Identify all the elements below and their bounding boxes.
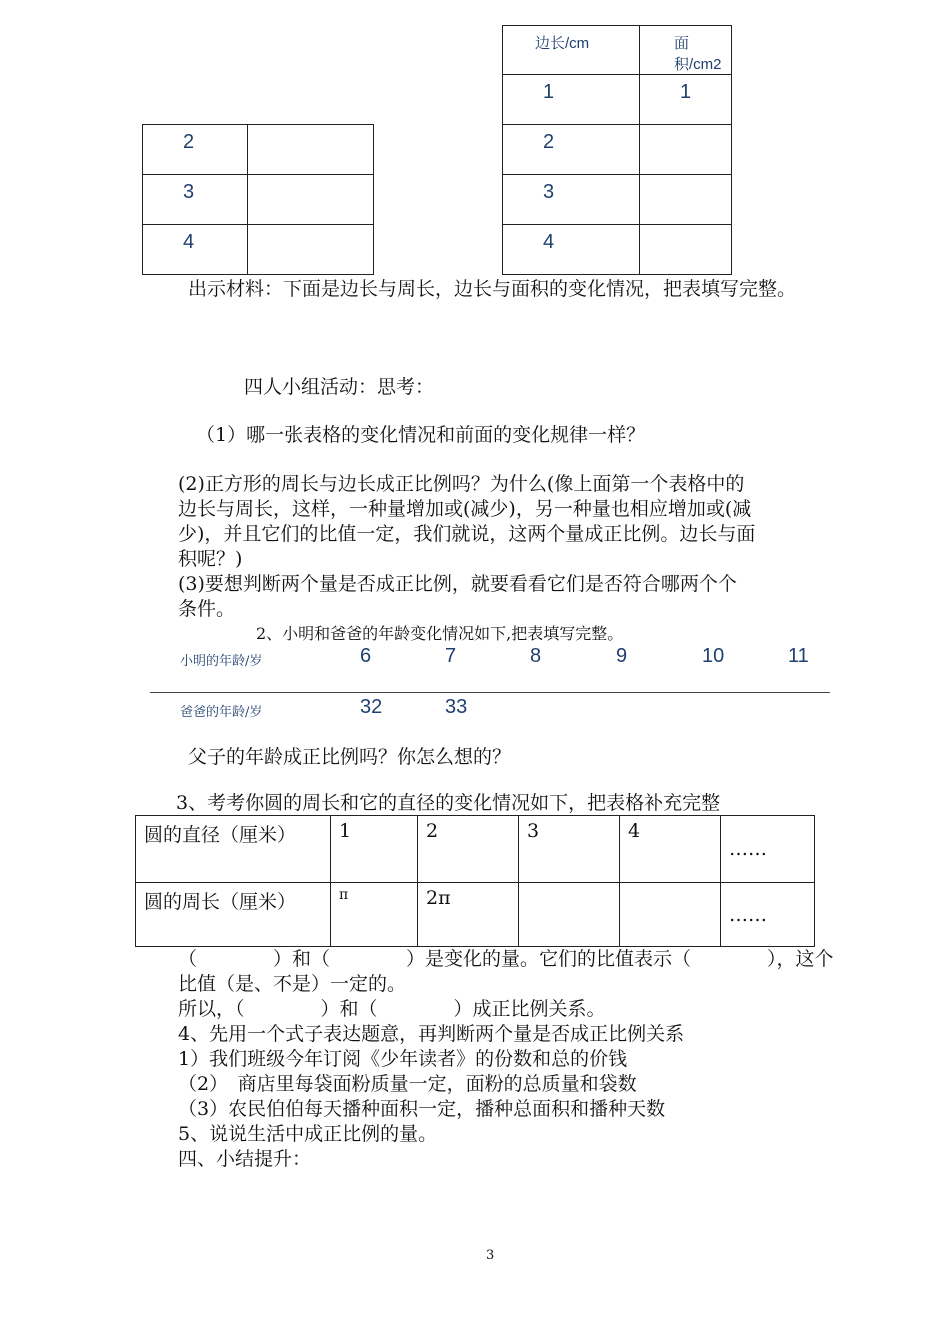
table-cell: 3 bbox=[503, 175, 640, 225]
task-4-heading: 4、先用一个式子表达题意，再判断两个量是否成正比例关系 bbox=[178, 1023, 685, 1045]
variables-sentence: （ ）和（ ）是变化的量。它们的比值表示（ ），这个 bbox=[178, 948, 834, 970]
table-cell-empty bbox=[248, 125, 374, 175]
table-cell: 3 bbox=[519, 816, 620, 883]
table-cell-empty bbox=[248, 225, 374, 275]
question-1: （1）哪一张表格的变化情况和前面的变化规律一样？ bbox=[196, 424, 646, 446]
table-cell: …… bbox=[721, 816, 815, 883]
age-value: 9 bbox=[616, 645, 628, 667]
age-value: 8 bbox=[530, 645, 542, 667]
age-table-divider bbox=[150, 692, 830, 693]
table-cell: 1 bbox=[331, 816, 418, 883]
task-3-heading: 3、考考你圆的周长和它的直径的变化情况如下，把表格补充完整 bbox=[176, 792, 721, 814]
table-cell-empty bbox=[620, 883, 721, 947]
table-header: 面积/cm2 bbox=[640, 26, 732, 75]
age-value: 7 bbox=[445, 645, 457, 667]
task-4-item-2: （2） 商店里每袋面粉质量一定，面粉的总质量和袋数 bbox=[178, 1073, 637, 1095]
conclusion-sentence: 所以，（ ）和（ ）成正比例关系。 bbox=[178, 998, 606, 1020]
table-cell-empty bbox=[519, 883, 620, 947]
side-perimeter-table bbox=[142, 124, 374, 275]
table-cell: 4 bbox=[143, 225, 248, 275]
table-cell: 圆的直径（厘米） bbox=[136, 816, 331, 883]
age-value: 10 bbox=[702, 645, 725, 667]
table-cell: 1 bbox=[503, 75, 640, 125]
table-cell-empty bbox=[640, 225, 732, 275]
table-cell: 4 bbox=[620, 816, 721, 883]
table-cell: 2π bbox=[418, 883, 519, 947]
question-3-line-1: (3)要想判断两个量是否成正比例，就要看看它们是否符合哪两个个 bbox=[178, 573, 737, 595]
table-cell: 1 bbox=[640, 75, 732, 125]
side-area-table bbox=[502, 25, 732, 275]
question-3-line-2: 条件。 bbox=[178, 598, 236, 620]
table-header: 边长/cm bbox=[503, 26, 640, 75]
table-cell-empty bbox=[640, 175, 732, 225]
age-value: 33 bbox=[445, 696, 468, 718]
table-cell: 2 bbox=[418, 816, 519, 883]
task-5-heading: 5、说说生活中成正比例的量。 bbox=[178, 1123, 438, 1145]
father-age-label: 爸爸的年龄/岁 bbox=[180, 705, 263, 720]
question-2-line-4: 积呢？) bbox=[178, 548, 243, 570]
task-2-heading: 2、小明和爸爸的年龄变化情况如下,把表填写完整。 bbox=[256, 624, 624, 643]
page-number: 3 bbox=[486, 1248, 495, 1263]
table-cell: π bbox=[331, 883, 418, 947]
task-4-item-1: 1）我们班级今年订阅《少年读者》的份数和总的价钱 bbox=[178, 1048, 628, 1070]
table-cell-empty bbox=[248, 175, 374, 225]
age-value: 6 bbox=[360, 645, 372, 667]
table-cell: 圆的周长（厘米） bbox=[136, 883, 331, 947]
task-4-item-3: （3）农民伯伯每天播种面积一定，播种总面积和播种天数 bbox=[178, 1098, 666, 1120]
age-value: 11 bbox=[788, 645, 809, 667]
table-cell: …… bbox=[721, 883, 815, 947]
table-cell: 2 bbox=[503, 125, 640, 175]
table-cell: 4 bbox=[503, 225, 640, 275]
circle-table bbox=[135, 815, 815, 947]
question-2-line-1: (2)正方形的周长与边长成正比例吗？为什么(像上面第一个表格中的 bbox=[178, 473, 745, 495]
question-2-line-3: 少)，并且它们的比值一定，我们就说，这两个量成正比例。边长与面 bbox=[178, 523, 756, 545]
table-cell: 3 bbox=[143, 175, 248, 225]
age-value: 32 bbox=[360, 696, 383, 718]
summary-heading: 四、小结提升： bbox=[178, 1148, 312, 1170]
ratio-sentence: 比值（是、不是）一定的。 bbox=[178, 973, 407, 995]
group-activity-heading: 四人小组活动：思考： bbox=[244, 376, 435, 398]
father-son-question: 父子的年龄成正比例吗？你怎么想的？ bbox=[188, 746, 512, 768]
question-2-line-2: 边长与周长，这样，一种量增加或(减少)，另一种量也相应增加或(减 bbox=[178, 498, 752, 520]
xiaoming-age-label: 小明的年龄/岁 bbox=[180, 654, 263, 669]
table-cell: 2 bbox=[143, 125, 248, 175]
show-material-text: 出示材料：下面是边长与周长，边长与面积的变化情况，把表填写完整。 bbox=[188, 278, 797, 300]
table-cell-empty bbox=[640, 125, 732, 175]
